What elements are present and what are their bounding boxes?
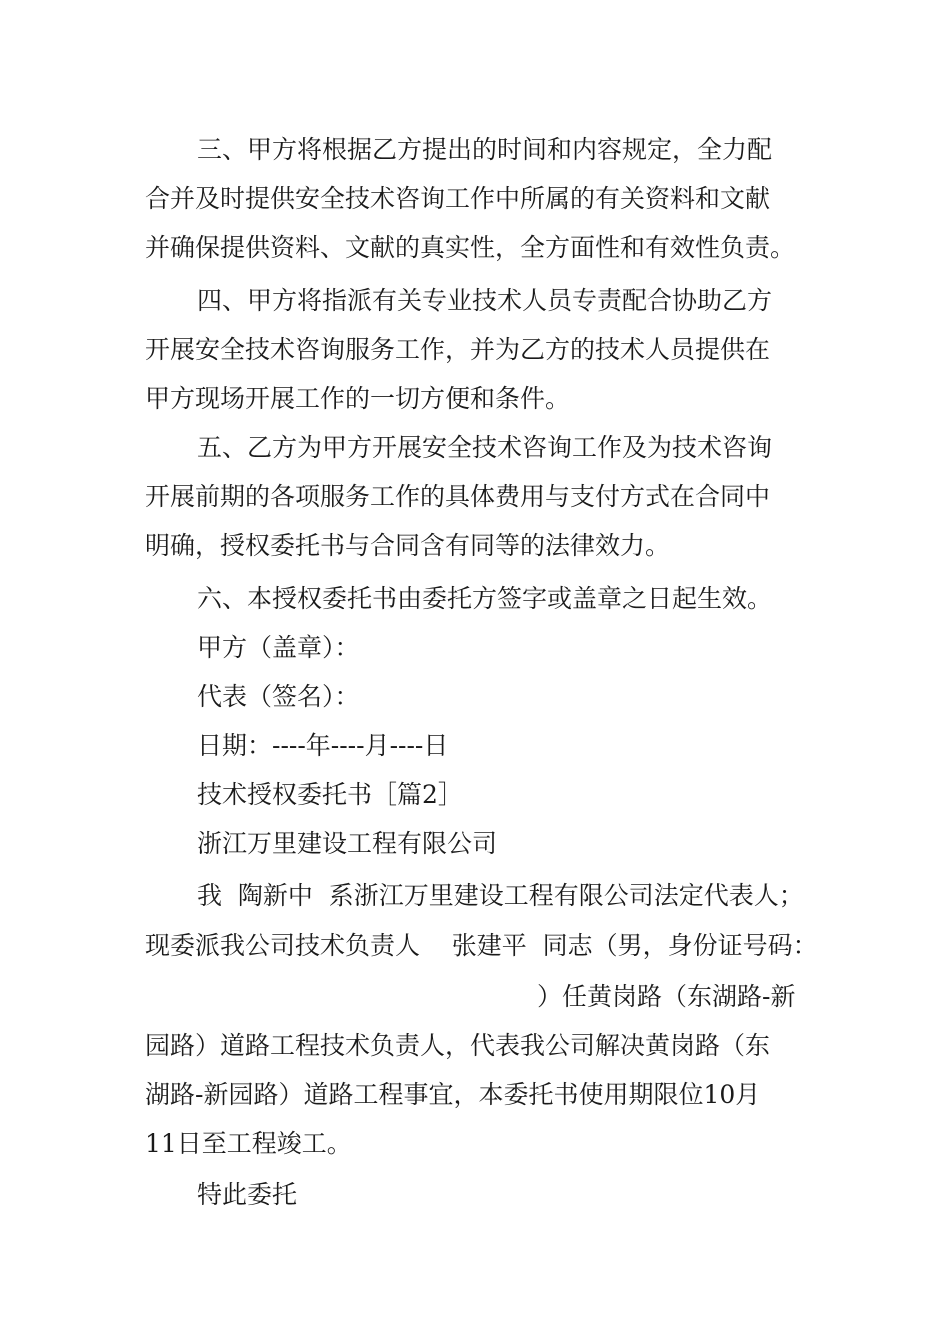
authorization-line-5: 湖路-新园路）道路工程事宜，本委托书使用期限位10月 <box>145 1080 761 1109</box>
paragraph-3-line-1: 三、甲方将根据乙方提出的时间和内容规定，全力配 <box>197 135 773 164</box>
paragraph-3-line-3: 并确保提供资料、文献的真实性，全方面性和有效性负责。 <box>145 233 796 262</box>
authorization-line-6: 11日至工程竣工。 <box>145 1129 352 1158</box>
paragraph-3-line-2: 合并及时提供安全技术咨询工作中所属的有关资料和文献 <box>145 184 771 213</box>
authorization-line-3: ）任黄岗路（东湖路-新 <box>537 982 796 1011</box>
authorization-line-1: 我 陶新中 系浙江万里建设工程有限公司法定代表人； <box>197 881 804 910</box>
closing-phrase: 特此委托 <box>197 1180 298 1209</box>
paragraph-4-line-2: 开展安全技术咨询服务工作，并为乙方的技术人员提供在 <box>145 335 771 364</box>
paragraph-5-line-2: 开展前期的各项服务工作的具体费用与支付方式在合同中 <box>145 482 771 511</box>
date-label: 日期：----年----月----日 <box>197 731 449 760</box>
section-heading: 技术授权委托书［篇2］ <box>197 780 463 809</box>
paragraph-4-line-1: 四、甲方将指派有关专业技术人员专责配合协助乙方 <box>197 286 773 315</box>
company-name: 浙江万里建设工程有限公司 <box>197 829 498 858</box>
paragraph-4-line-3: 甲方现场开展工作的一切方便和条件。 <box>145 384 571 413</box>
representative-signature-label: 代表（签名）： <box>197 682 360 711</box>
party-a-seal-label: 甲方（盖章）： <box>197 633 360 662</box>
paragraph-5-line-3: 明确，授权委托书与合同含有同等的法律效力。 <box>145 531 671 560</box>
paragraph-6: 六、本授权委托书由委托方签字或盖章之日起生效。 <box>197 584 773 613</box>
paragraph-5-line-1: 五、乙方为甲方开展安全技术咨询工作及为技术咨询 <box>197 433 773 462</box>
authorization-line-4: 园路）道路工程技术负责人，代表我公司解决黄岗路（东 <box>145 1031 771 1060</box>
authorization-line-2: 现委派我公司技术负责人 张建平 同志（男，身份证号码： <box>145 931 818 960</box>
